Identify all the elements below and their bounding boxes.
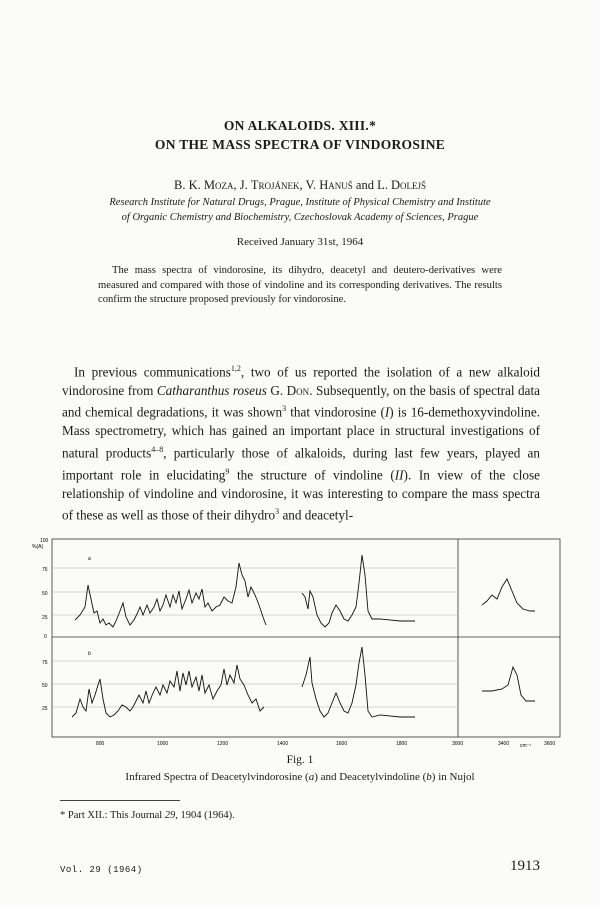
footnote-volume: 29 <box>164 810 176 821</box>
body-text-run: and deacetyl- <box>279 507 354 523</box>
spectrum-b-oh-region <box>482 667 535 701</box>
spectrum-b-fingerprint <box>72 665 264 717</box>
author-name: Hanuš <box>319 178 353 192</box>
x-tick-label: 3000 <box>452 741 464 747</box>
page-number: 1913 <box>510 858 540 874</box>
footnote <box>60 810 235 821</box>
y-tick-labels <box>40 538 49 712</box>
body-text-run: ) is 16-demethoxyvindoline. Mass spectrometry, which has gained an important place in structural investigations of natural products <box>62 404 540 461</box>
x-tick-label: 1600 <box>336 741 348 747</box>
x-tick-label: 3600 <box>544 741 556 747</box>
compound-label: I <box>384 404 390 420</box>
body-text-run: In previous communications <box>74 364 231 380</box>
received-date: Received January 31st, 1964 <box>236 236 364 248</box>
footnote-rule <box>60 800 180 801</box>
author-sep: , J. <box>233 178 251 192</box>
figure-label: Fig. 1 <box>286 754 314 766</box>
y-tick-label: 25 <box>42 615 48 621</box>
footnote-marker: * <box>60 810 66 821</box>
author-name: Trojánek <box>250 178 300 192</box>
author-sep: , V. <box>299 178 320 192</box>
author-abbrev: Don <box>286 382 310 398</box>
y-axis-label: %(A) <box>32 544 44 550</box>
x-tick-label: 1200 <box>217 741 229 747</box>
caption-text: ) and Deacetylvindoline ( <box>314 771 427 783</box>
y-tick-label: 0 <box>44 634 47 640</box>
spectrum-b-carbonyl <box>302 647 415 717</box>
compound-label: II <box>394 467 404 483</box>
ir-spectra-figure <box>30 535 570 750</box>
y-tick-label: 25 <box>42 706 48 712</box>
citation-ref: 9 <box>225 466 230 476</box>
x-tick-label: 1000 <box>157 741 169 747</box>
x-tick-label: 800 <box>96 741 105 747</box>
body-text-run: that vindorosine ( <box>286 404 385 420</box>
figure-frame <box>52 539 560 737</box>
y-tick-label: 75 <box>42 660 48 666</box>
caption-label-b: b <box>426 771 432 783</box>
footnote-text: Part XII.: This Journal <box>65 810 165 821</box>
y-tick-label: 50 <box>42 683 48 689</box>
footnote-text: , 1904 (1964). <box>175 810 235 821</box>
body-text-run: G. <box>266 382 287 398</box>
author-name: Moza <box>203 178 234 192</box>
body-paragraph <box>62 360 540 525</box>
citation-ref: 4–8 <box>151 444 164 454</box>
gridlines <box>52 568 458 707</box>
caption-text: Infrared Spectra of Deacetylvindorosine ( <box>125 771 309 783</box>
author-sep: and L. <box>352 178 391 192</box>
body-text-run: . Subsequently, on the basis of spectral data and chemical degradations, it was shown <box>62 382 540 420</box>
paper-title-line2: ON THE MASS SPECTRA OF VINDOROSINE <box>154 137 446 152</box>
figure-caption <box>0 771 600 783</box>
body-text-run: the structure of vindoline ( <box>229 467 395 483</box>
abstract: The mass spectra of vindorosine, its dihydro, deacetyl and deutero-derivatives were measured and compared with those of vindoline and its corresponding derivatives. The results confirm the structure proposed previously for vindorosine. <box>98 265 502 305</box>
panel-label-b: b <box>88 651 91 657</box>
y-tick-label: 50 <box>42 591 48 597</box>
spectrum-a-fingerprint <box>75 563 266 627</box>
y-tick-label: 100 <box>40 538 49 544</box>
caption-text: ) in Nujol <box>431 771 475 783</box>
x-tick-label: 1800 <box>396 741 408 747</box>
authors <box>0 178 600 193</box>
citation-ref: 3 <box>275 507 280 517</box>
spectrum-a-carbonyl <box>302 555 415 627</box>
x-tick-label: 1400 <box>277 741 289 747</box>
author-initial: B. K. <box>174 178 204 192</box>
caption-label-a: a <box>308 771 315 783</box>
x-tick-labels <box>96 741 555 749</box>
body-text-run: , two of us reported the isolation of a new alkaloid vindorosine from <box>62 364 540 398</box>
author-name: Dolejš <box>390 178 426 192</box>
x-axis-unit: cm⁻¹ <box>520 743 531 749</box>
volume-footer: Vol. 29 (1964) <box>60 865 143 875</box>
affiliation-line2: of Organic Chemistry and Biochemistry, Czechoslovak Academy of Sciences, Prague <box>121 212 479 223</box>
paper-title-line1: ON ALKALOIDS. XIII.* <box>223 118 377 133</box>
body-text-run: ). In view of the close relationship of vindoline and vindorosine, it was interesting to compare the mass spectra of these as well as those of their dihydro <box>62 467 540 523</box>
y-tick-label: 75 <box>42 567 48 573</box>
citation-ref: 3 <box>282 404 287 414</box>
species-name: Catharanthus roseus <box>156 382 267 398</box>
x-tick-label: 3400 <box>498 741 510 747</box>
panel-label-a: a <box>88 556 91 562</box>
affiliation-line1: Research Institute for Natural Drugs, Prague, Institute of Physical Chemistry and Institute <box>109 197 491 208</box>
spectrum-a-oh-region <box>482 579 535 611</box>
body-text-run: , particularly those of alkaloids, during last few years, played an important role in elucidating <box>62 445 541 483</box>
citation-ref: 1,2 <box>230 364 241 373</box>
